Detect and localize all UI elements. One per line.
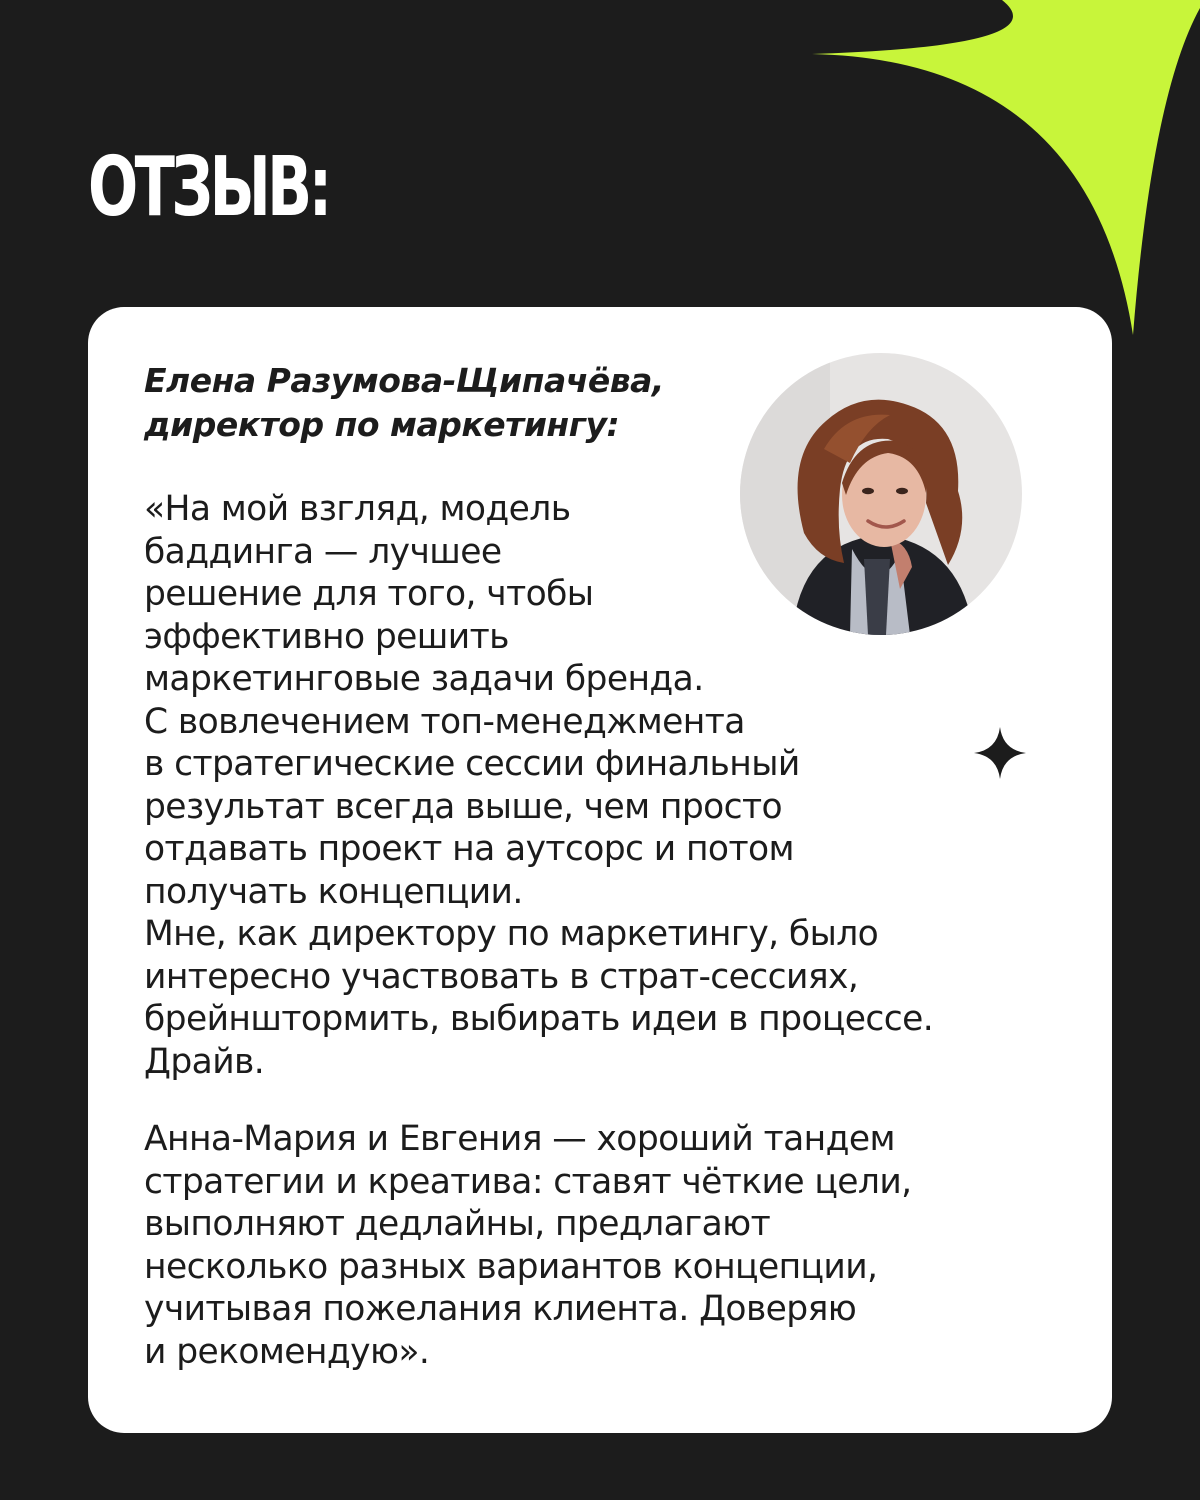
quote-line: в стратегические сессии финальный	[144, 744, 800, 784]
review-quote-conclusion	[144, 1118, 912, 1373]
review-card	[88, 307, 1112, 1433]
quote-line: маркетинговые задачи бренда.	[144, 659, 704, 699]
quote-line: выполняют дедлайны, предлагают	[144, 1204, 771, 1244]
quote-line: брейнштормить, выбирать идеи в процессе.	[144, 999, 934, 1039]
quote-line: стратегии и креатива: ставят чёткие цели,	[144, 1161, 912, 1202]
quote-line: Драйв.	[144, 1041, 265, 1082]
review-quote	[144, 488, 933, 1083]
quote-line: интересно участвовать в страт-сессиях,	[144, 956, 859, 997]
quote-line: эффективно решить	[144, 616, 509, 657]
quote-line: баддинга — лучшее	[144, 531, 502, 572]
quote-line: Анна-Мария и Евгения — хороший тандем	[144, 1119, 895, 1159]
quote-line: и рекомендую».	[144, 1331, 430, 1372]
quote-line: получать концепции.	[144, 871, 523, 912]
quote-line: учитывая пожелания клиента. Доверяю	[144, 1289, 857, 1329]
page-title: ОТЗЫВ:	[88, 140, 329, 235]
quote-line: решение для того, чтобы	[144, 574, 594, 614]
author-caption	[144, 359, 664, 447]
quote-line: «На мой взгляд, модель	[144, 489, 571, 529]
author-role: директор по маркетингу:	[144, 405, 620, 444]
quote-line: результат всегда выше, чем просто	[144, 786, 783, 827]
quote-line: отдавать проект на аутсорс и потом	[144, 829, 794, 869]
author-name: Елена Разумова-Щипачёва,	[144, 361, 664, 400]
quote-line: несколько разных вариантов концепции,	[144, 1246, 878, 1287]
sparkle-icon	[972, 725, 1028, 781]
quote-line: С вовлечением топ-менеджмента	[144, 701, 745, 742]
quote-line: Мне, как директору по маркетингу, было	[144, 914, 879, 954]
